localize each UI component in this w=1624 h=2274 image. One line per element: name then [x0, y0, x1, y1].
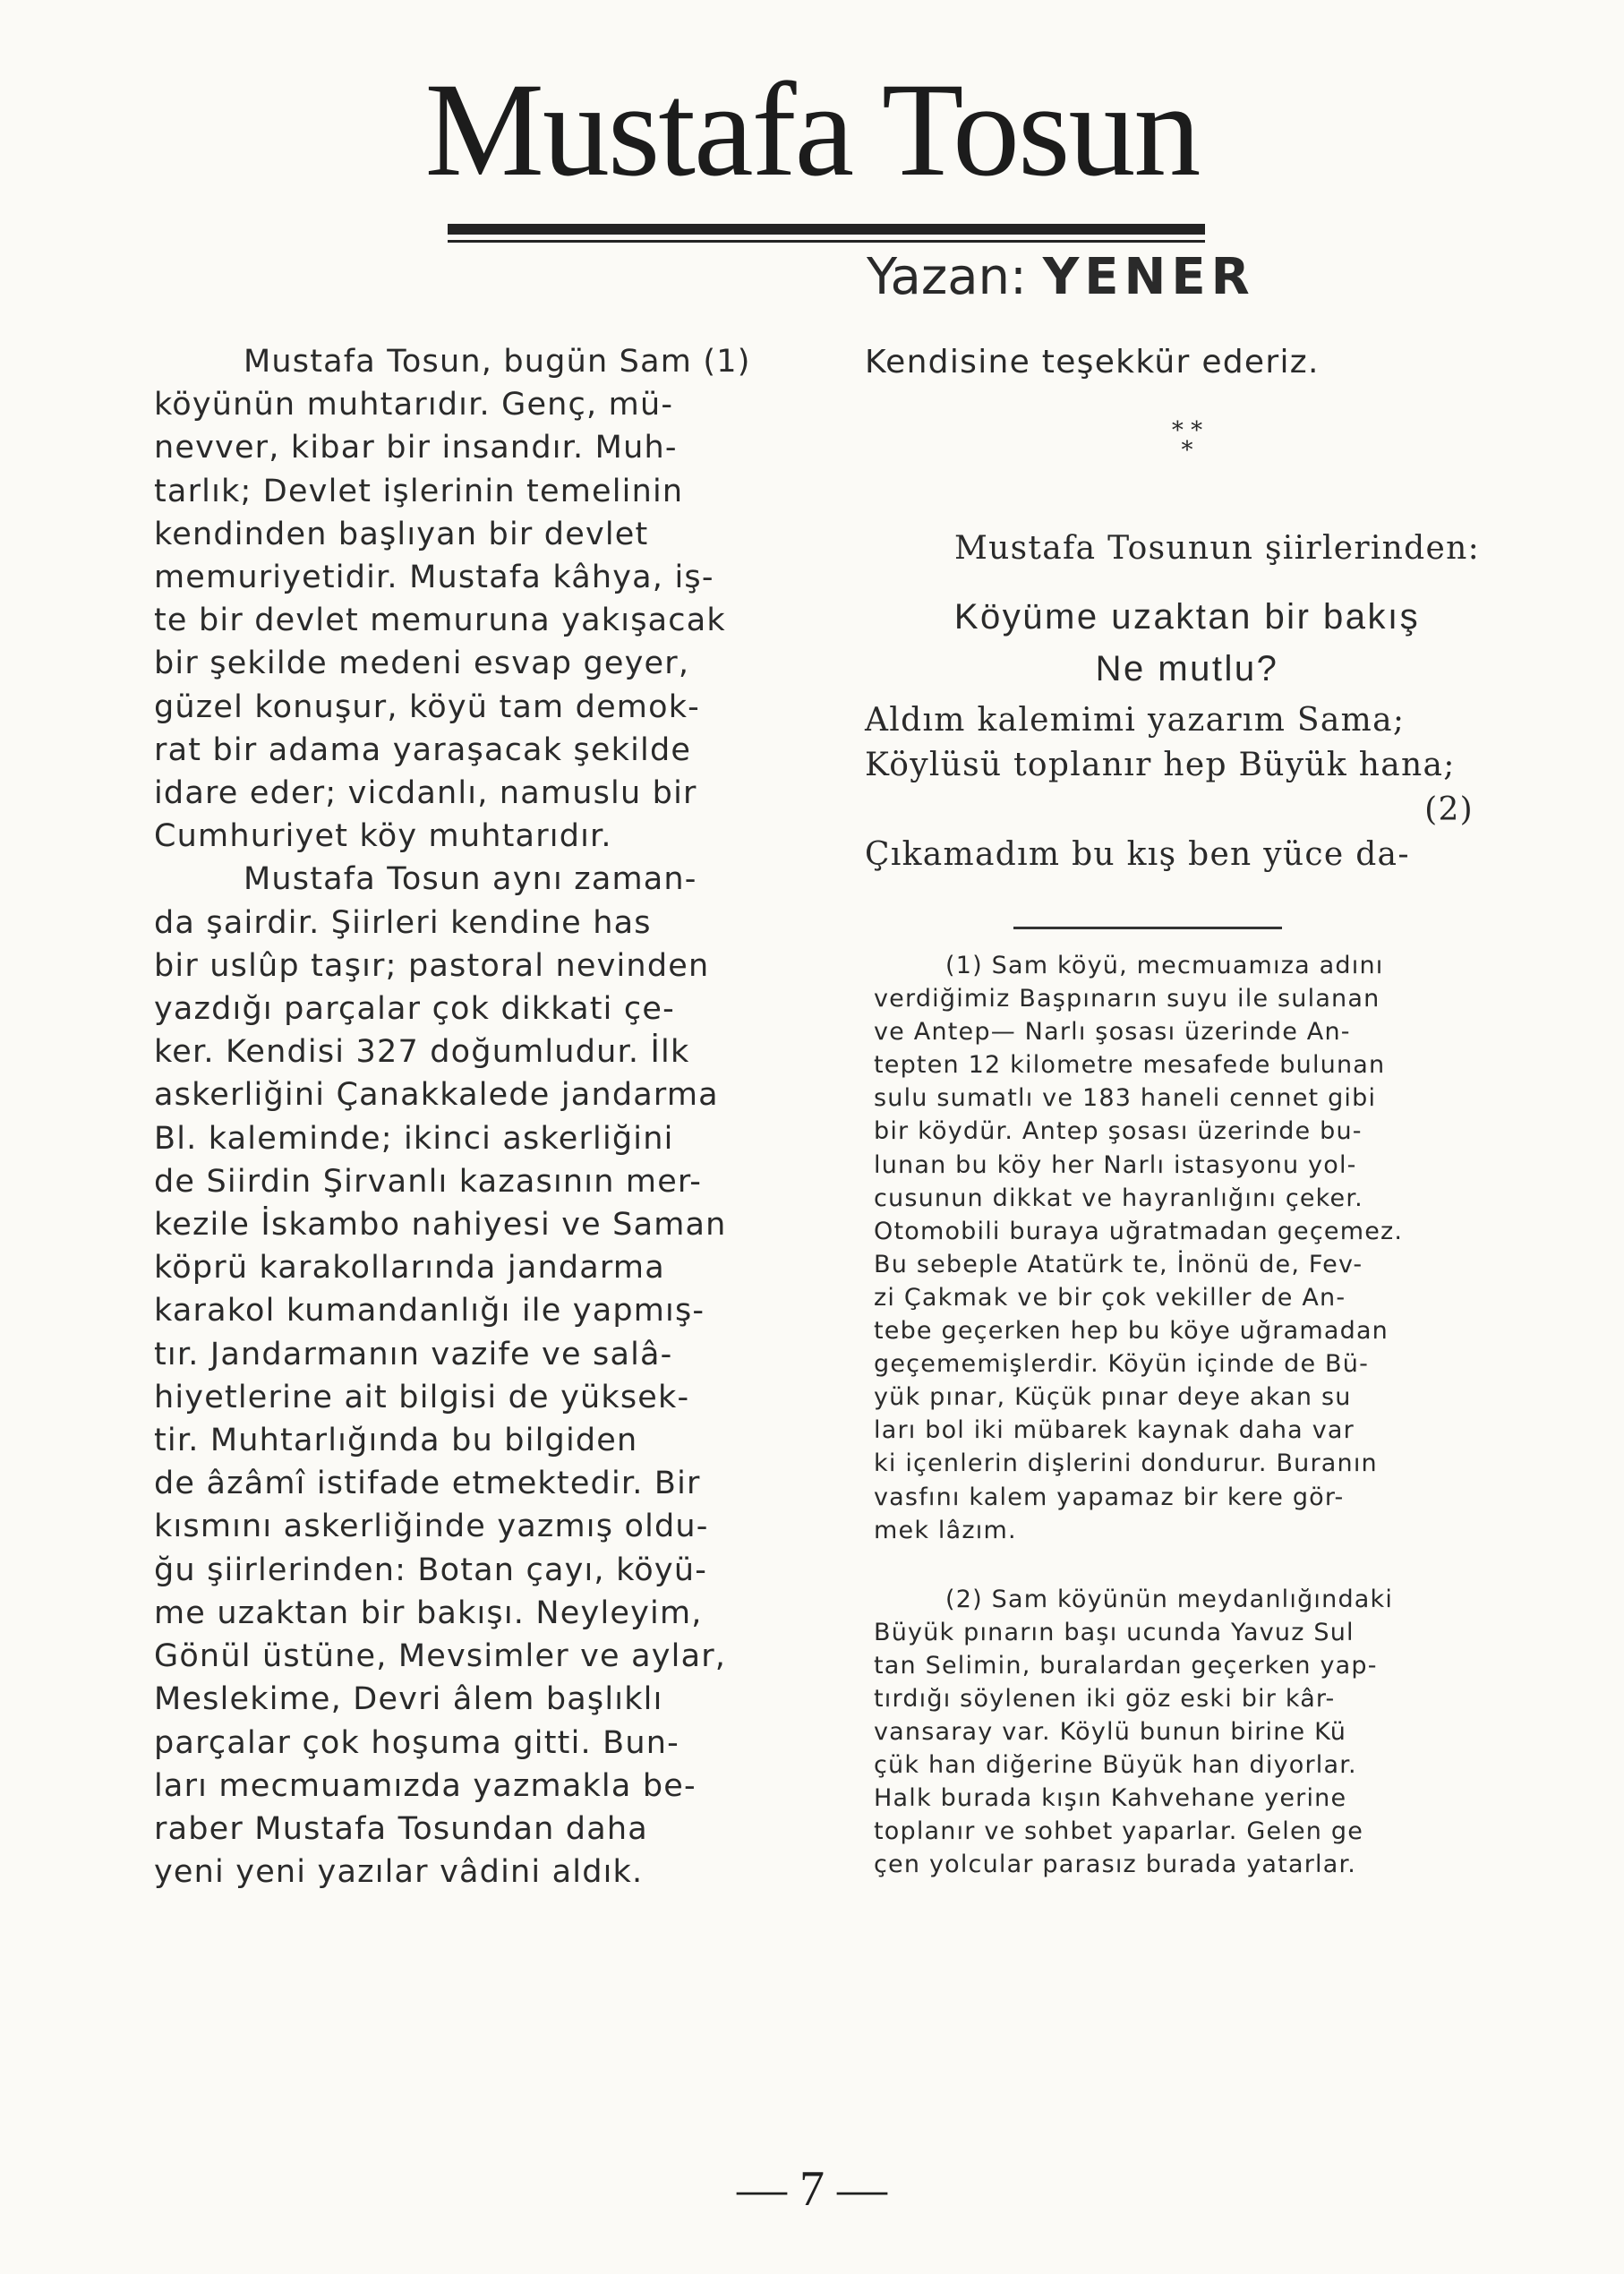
text-line: karakol kumandanlığı ile yapmış-: [154, 1293, 705, 1329]
text-line: köyünün muhtarıdır. Genç, mü-: [154, 387, 674, 423]
text-line: kezile İskambo nahiyesi ve Saman: [154, 1207, 727, 1244]
footnote-line: tırdığı söylenen iki göz eski bir kâr-: [874, 1684, 1336, 1713]
footnote-line: (1) Sam köyü, mecmuamıza adını: [945, 952, 1384, 979]
footnote-line: mek lâzım.: [874, 1516, 1017, 1544]
footnote-line: vansaray var. Köylü bunun birine Kü: [874, 1718, 1347, 1747]
text-line: de Siirdin Şirvanlı kazasının mer-: [154, 1163, 703, 1200]
verse-line: Aldım kalemimi yazarım Sama;: [865, 702, 1406, 739]
footnote-line: Otomobili buraya uğratmadan geçemez.: [874, 1217, 1404, 1245]
footnote-line: çen yolcular parasız burada yatarlar.: [874, 1851, 1357, 1879]
text-line: tır. Jandarmanın vazife ve salâ-: [154, 1336, 673, 1372]
text-line: kendinden başlıyan bir devlet: [154, 516, 649, 552]
page-number: — 7 —: [737, 2161, 887, 2217]
footnote-line: zi Çakmak ve bir çok vekiller de An-: [874, 1283, 1346, 1312]
footnotes: [874, 949, 1518, 1882]
footnote-line: tebe geçerken hep bu köye uğramadan: [874, 1317, 1389, 1346]
text-line: kısmını askerliğinde yazmış oldu-: [154, 1509, 709, 1545]
text-line: Meslekime, Devri âlem başlıklı: [154, 1681, 663, 1718]
footnote-line: tan Selimin, buralardan geçerken yap-: [874, 1651, 1378, 1680]
text-line: raber Mustafa Tosundan daha: [154, 1810, 648, 1847]
poem-title-line-2: Ne mutlu?: [1095, 649, 1279, 688]
text-line: nevver, kibar bir insandır. Muh-: [154, 430, 678, 466]
footnote-line: yük pınar, Küçük pınar deye akan su: [874, 1383, 1352, 1412]
verse-line: Çıkamadım bu kış ben yüce da-: [865, 836, 1410, 873]
article-title: Mustafa Tosun: [424, 56, 1200, 204]
footnote-line: cusunun dikkat ve hayranlığını çeker.: [874, 1184, 1363, 1212]
footnote-line: bir köydür. Antep şosası üzerinde bu-: [874, 1117, 1363, 1146]
author-byline: [867, 242, 1422, 313]
verse-footnote-ref: (2): [1424, 791, 1474, 828]
text-line: yazdığı parçalar çok dikkati çe-: [154, 991, 675, 1028]
text-line: me uzaktan bir bakışı. Neyleyim,: [154, 1594, 703, 1631]
text-line: Mustafa Tosun aynı zaman-: [244, 861, 697, 898]
poem-title: [865, 591, 1509, 695]
poem-heading: Mustafa Tosunun şiirlerinden:: [954, 530, 1481, 567]
thanks-line: Kendisine teşekkür ederiz.: [865, 344, 1320, 380]
author-prefix: Yazan:: [867, 248, 1027, 306]
footnote-line: lunan bu köy her Narlı istasyonu yol-: [874, 1150, 1357, 1179]
text-line: idare eder; vicdanlı, namuslu bir: [154, 775, 697, 812]
text-line: Bl. kaleminde; ikinci askerliğini: [154, 1120, 674, 1157]
text-line: askerliğini Çanakkalede jandarma: [154, 1077, 719, 1114]
footnote-line: sulu sumatlı ve 183 haneli cennet gibi: [874, 1084, 1377, 1113]
text-line: yeni yeni yazılar vâdini aldık.: [154, 1854, 644, 1891]
author-name: YENER: [1042, 248, 1255, 306]
poem-verse: [865, 698, 1509, 877]
text-line: ker. Kendisi 327 doğumludur. İlk: [154, 1034, 690, 1071]
text-line: tarlık; Devlet işlerinin temelinin: [154, 473, 684, 509]
text-line: güzel konuşur, köyü tam demok-: [154, 688, 701, 725]
text-line: Cumhuriyet köy muhtarıdır.: [154, 818, 612, 855]
section-separator: * * *: [1171, 417, 1203, 464]
left-column: [154, 340, 799, 1894]
footnote-line: çük han diğerine Büyük han diyorlar.: [874, 1751, 1357, 1780]
footnote-line: toplanır ve sohbet yaparlar. Gelen ge: [874, 1817, 1364, 1846]
footnote-line: Bu sebeple Atatürk te, İnönü de, Fev-: [874, 1250, 1363, 1278]
footnote-line: vasfını kalem yapamaz bir kere gör-: [874, 1483, 1345, 1511]
text-line: de âzâmî istifade etmektedir. Bir: [154, 1466, 701, 1502]
footnote-line: verdiğimiz Başpınarın suyu ile sulanan: [874, 985, 1380, 1013]
text-line: tir. Muhtarlığında bu bilgiden: [154, 1423, 638, 1459]
text-line: ğu şiirlerinden: Botan çayı, köyü-: [154, 1552, 708, 1588]
text-line: parçalar çok hoşuma gitti. Bun-: [154, 1724, 680, 1761]
poem-title-line-1: Köyüme uzaktan bir bakış: [953, 597, 1421, 637]
verse-line: Köylüsü toplanır hep Büyük hana;: [865, 747, 1456, 783]
text-line: bir şekilde medeni esvap geyer,: [154, 645, 690, 682]
title-rule-thick: [448, 224, 1205, 235]
footnote-line: tepten 12 kilometre mesafede bulunan: [874, 1051, 1386, 1080]
text-line: Mustafa Tosun, bugün Sam (1): [244, 344, 751, 380]
footnote-line: (2) Sam köyünün meydanlığındaki: [945, 1585, 1394, 1613]
text-line: ları mecmuamızda yazmakla be-: [154, 1767, 697, 1804]
right-column-thanks: [865, 340, 1509, 385]
text-line: te bir devlet memuruna yakışacak: [154, 603, 726, 639]
text-line: da şairdir. Şiirleri kendine has: [154, 904, 652, 941]
text-line: köprü karakollarında jandarma: [154, 1250, 665, 1287]
footnote-line: Halk burada kışın Kahvehane yerine: [874, 1784, 1347, 1813]
footnote-line: ve Antep— Narlı şosası üzerinde An-: [874, 1018, 1351, 1047]
footnote-line: Büyük pınarın başı ucunda Yavuz Sul: [874, 1618, 1355, 1646]
footnote-line: geçememişlerdir. Köyün içinde de Bü-: [874, 1350, 1370, 1379]
title-underline: [448, 224, 1205, 243]
footnote-line: ları bol iki mübarek kaynak daha var: [874, 1416, 1355, 1445]
text-line: Gönül üstüne, Mevsimler ve aylar,: [154, 1638, 727, 1675]
footnote-divider: [1013, 927, 1282, 929]
text-line: rat bir adama yaraşacak şekilde: [154, 731, 692, 768]
footnote-gap: [874, 1547, 1518, 1583]
text-line: hiyetlerine ait bilgisi de yüksek-: [154, 1379, 690, 1415]
text-line: memuriyetidir. Mustafa kâhya, iş-: [154, 560, 714, 596]
footnote-line: ki içenlerin dişlerini dondurur. Buranın: [874, 1449, 1378, 1478]
text-line: bir uslûp taşır; pastoral nevinden: [154, 947, 710, 984]
